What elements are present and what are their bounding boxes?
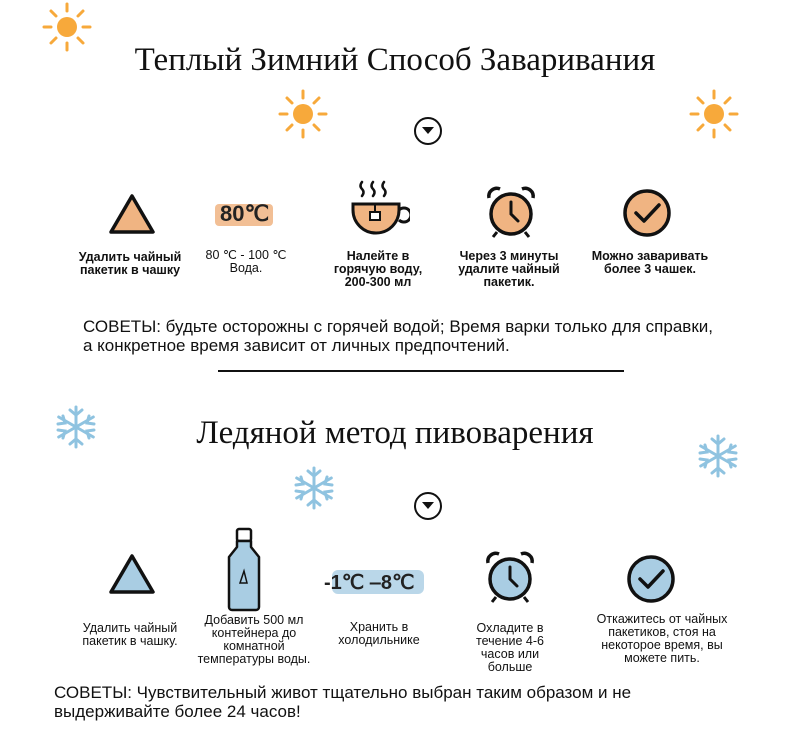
check-circle-icon — [624, 552, 678, 606]
bottle-icon — [224, 527, 264, 613]
alarm-clock-icon — [483, 184, 539, 240]
check-circle-icon — [620, 186, 674, 240]
warm-step-label: 80 ℃ - 100 ℃ Вода. — [205, 248, 287, 275]
triangle-icon — [108, 552, 156, 596]
warm-step-label: Через 3 минуты удалите чайный пакетик. — [458, 249, 560, 289]
warm-tips-text: СОВЕТЫ: будьте осторожны с горячей водой; Время варки только для справки, а конкретное время зависит от личных предпочтений. — [83, 317, 713, 355]
alarm-clock-icon — [482, 549, 538, 605]
chevron-down-icon[interactable] — [414, 117, 442, 145]
temp-badge-warm: 80℃ — [220, 201, 270, 226]
cold-step-label: Охладите в течение 4-6 часов или больше — [476, 621, 544, 674]
sun-icon — [689, 89, 739, 139]
triangle-icon — [108, 192, 156, 236]
temp-badge-cold: -1℃ ‒8℃ — [324, 572, 415, 594]
snowflake-icon — [292, 466, 336, 510]
section-divider — [218, 370, 624, 372]
cold-step-label: Откажитесь от чайных пакетиков, стоя на некоторое время, вы можете пить. — [596, 612, 728, 665]
chevron-down-icon[interactable] — [414, 492, 442, 520]
cold-step-label: Добавить 500 мл контейнера до комнатной температуры воды. — [197, 613, 311, 666]
cold-tips-text: СОВЕТЫ: Чувствительный живот тщательно выбран таким образом и не выдерживайте более 24 часов! — [54, 683, 632, 721]
teacup-icon — [348, 180, 410, 240]
cold-step-label: Удалить чайный пакетик в чашку. — [82, 621, 178, 648]
sun-icon — [278, 89, 328, 139]
cold-section-title: Ледяной метод пивоварения — [196, 415, 594, 451]
warm-step-label: Удалить чайный пакетик в чашку — [78, 250, 182, 277]
cold-step-label: Хранить в холодильнике — [338, 620, 420, 647]
warm-step-label: Можно заваривать более 3 чашек. — [591, 249, 709, 276]
warm-step-label: Налейте в горячую воду, 200-300 мл — [333, 249, 423, 289]
warm-section-title: Теплый Зимний Способ Заваривания — [134, 42, 656, 78]
